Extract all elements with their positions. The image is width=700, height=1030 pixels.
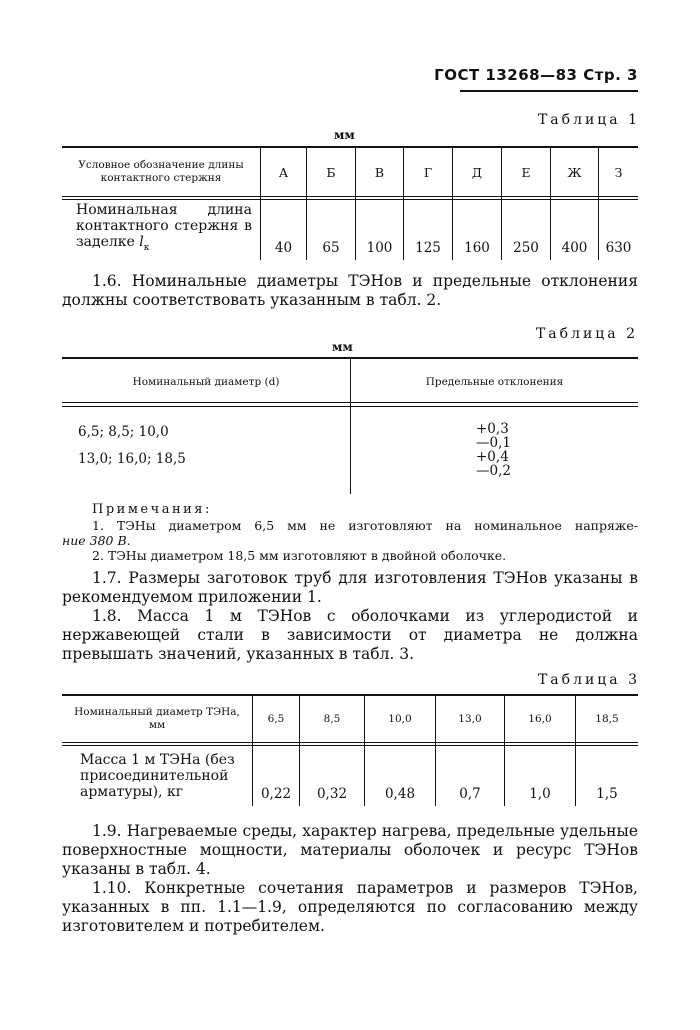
note-1-cont: ние 380 В. — [62, 533, 131, 548]
table1-col: А — [261, 148, 307, 196]
table3-col: 13,0 — [436, 696, 505, 742]
table3-value: 0,7 — [436, 742, 505, 806]
table1-col: Е — [502, 148, 551, 196]
table1-value: 400 — [551, 196, 599, 260]
table1-units: мм — [334, 128, 355, 142]
table1-col: Г — [404, 148, 453, 196]
table2-caption: Таблица 2 — [535, 326, 638, 342]
paragraph-1-7: 1.7. Размеры заготовок труб для изготовления ТЭНов указаны в рекомендуемом приложении 1. — [62, 569, 638, 606]
table2-col1-head: Номинальный диаметр (d) — [132, 376, 280, 388]
table1-value: 100 — [356, 196, 404, 260]
table3-value: 1,0 — [505, 742, 576, 806]
paragraph-1-9: 1.9. Нагреваемые среды, характер нагрева, предельные удельные поверхностные мощности, материалы оболочек и ресурс ТЭНов указаны в табл. 4. — [62, 822, 638, 878]
table1-col: Ж — [551, 148, 599, 196]
table3-col: 16,0 — [505, 696, 576, 742]
table3-caption: Таблица 3 — [537, 672, 640, 688]
paragraph-1-10: 1.10. Конкретные сочетания параметров и размеров ТЭНов, указанных в пп. 1.1—1.9, определяются по согласованию между изготовителем и потребителем. — [62, 879, 638, 935]
table1-value: 250 — [502, 196, 551, 260]
table1-value: 125 — [404, 196, 453, 260]
table3-value: 0,32 — [300, 742, 365, 806]
table1-head-label: Условное обозначение длины контактного стержня — [62, 148, 261, 196]
table3-head-label: Номинальный диаметр ТЭНа, мм — [62, 696, 253, 742]
table3-col: 18,5 — [595, 713, 619, 725]
table3-col: 8,5 — [300, 696, 365, 742]
table3 — [62, 696, 638, 806]
table3-value: 0,48 — [365, 742, 436, 806]
symbol-l: l — [139, 234, 144, 250]
table3-col: 10,0 — [365, 696, 436, 742]
table1-row-label: Номинальная длина контактного стержня в заделке $l_к$ — [62, 196, 261, 260]
header-rule — [460, 90, 638, 92]
paragraph-1-8: 1.8. Масса 1 м ТЭНов с оболочками из углеродистой и нержавеющей стали в зависимости от диаметра не должна превышать значений, указанных в табл. 3. — [62, 607, 638, 663]
table1-col: В — [356, 148, 404, 196]
table3-col: 6,5 — [253, 696, 300, 742]
table1-value: 630 — [605, 239, 632, 256]
table1-value: 65 — [307, 196, 356, 260]
table1-value: 160 — [453, 196, 502, 260]
note-2: 2. ТЭНы диаметром 18,5 мм изготовляют в двойной оболочке. — [92, 548, 507, 563]
table1-col: Б — [307, 148, 356, 196]
table1-col: З — [614, 164, 623, 180]
table3-row-label: Масса 1 м ТЭНа (без присоединительной арматуры), кг — [62, 742, 253, 806]
notes-title: Примечания: — [92, 502, 212, 517]
table2-col2-head: Предельные отклонения — [425, 376, 564, 388]
table2-deviation: +0,3 —0,1 +0,4 —0,2 — [476, 421, 511, 479]
table3-value: 1,5 — [596, 786, 618, 802]
paragraph-1-6: 1.6. Номинальные диаметры ТЭНов и предельные отклонения должны соответствовать указанным в табл. 2. — [62, 272, 638, 309]
table2-diam: 13,0; 16,0; 18,5 — [78, 451, 186, 467]
page-header: ГОСТ 13268—83 Стр. 3 — [434, 66, 638, 84]
table1-value: 40 — [261, 196, 307, 260]
table1-col: Д — [453, 148, 502, 196]
table2-diam: 6,5; 8,5; 10,0 — [78, 424, 169, 440]
table1-caption: Таблица 1 — [537, 112, 640, 128]
note-1: 1. ТЭНы диаметром 6,5 мм не изготовляют на номинальное напряже- — [92, 518, 638, 533]
table2-units: мм — [332, 340, 353, 354]
table1 — [62, 148, 638, 260]
table3-value: 0,22 — [253, 742, 300, 806]
